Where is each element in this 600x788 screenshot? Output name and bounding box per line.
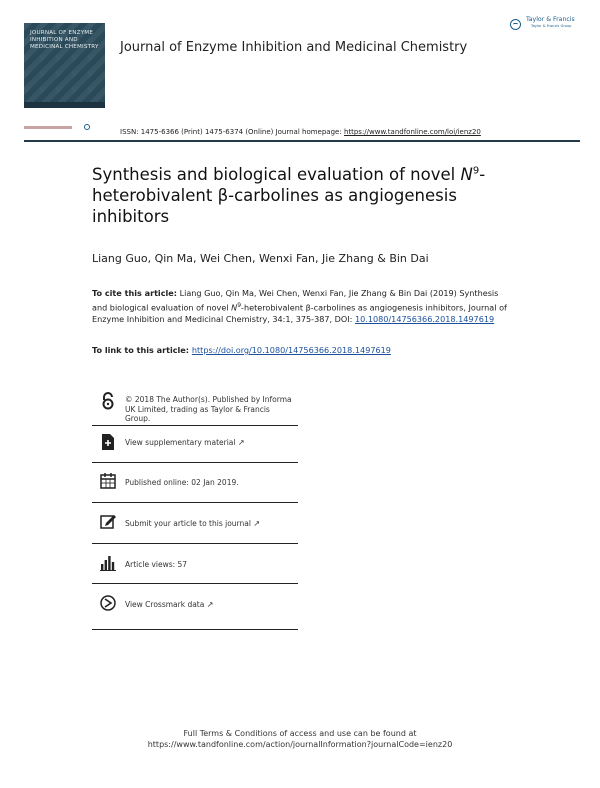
article-title-part2: -heterobivalent β-carbolines as angiogenesis inhibitors [92, 165, 486, 226]
article-link-line [92, 345, 391, 355]
view-crossmark-link[interactable] [125, 600, 297, 610]
edit-icon [100, 512, 116, 530]
publisher-logo-text: Taylor & Francis [526, 16, 575, 23]
article-title-part1: Synthesis and biological evaluation of novel [92, 165, 461, 184]
article-title-n: N [460, 165, 473, 184]
citation-block [92, 288, 512, 325]
info-divider [92, 583, 298, 584]
info-divider [92, 502, 298, 503]
calendar-icon [100, 472, 116, 490]
citation-text-sup: 9 [237, 301, 242, 309]
article-link-label: To link to this article: [92, 345, 192, 355]
citation-label: To cite this article: [92, 288, 178, 298]
submit-article-link[interactable] [125, 519, 297, 529]
external-link-icon: ↗ [206, 600, 214, 609]
authors: Liang Guo, Qin Ma, Wei Chen, Wenxi Fan, Jie Zhang & Bin Dai [92, 252, 429, 265]
publisher-logo-subtext: Taylor & Francis Group [531, 24, 572, 28]
journal-homepage-link[interactable]: https://www.tandfonline.com/loi/ienz20 [343, 128, 481, 136]
view-crossmark-label: View Crossmark data [125, 600, 205, 609]
journal-cover-title: JOURNAL OF ENZYME INHIBITION AND MEDICINAL CHEMISTRY [30, 30, 99, 50]
article-doi-url[interactable]: https://doi.org/10.1080/14756366.2018.1497619 [191, 345, 391, 355]
citation-text-part1: Liang Guo, Qin Ma, Wei Chen, Wenxi Fan, Jie Zhang & Bin Dai (2019) Synthesis and biological evaluation of novel [92, 288, 499, 313]
journal-cover-strip [24, 102, 105, 108]
info-divider [92, 543, 298, 544]
publisher-logo-icon [510, 19, 521, 30]
supplementary-document-icon [100, 433, 116, 451]
citation-text-part2: -heterobivalent β-carbolines as angiogenesis inhibitors, Journal of Enzyme Inhibition and Medicinal Chemistry, 34:1, 375-387, DOI: [92, 302, 507, 324]
footer [0, 728, 600, 750]
footer-terms-link[interactable]: https://www.tandfonline.com/action/journalInformation?journalCode=ienz20 [147, 740, 453, 749]
journal-title: Journal of Enzyme Inhibition and Medicinal Chemistry [120, 40, 468, 55]
society-logo [24, 126, 72, 129]
article-title-sup: 9 [472, 165, 480, 177]
open-access-icon [100, 392, 116, 410]
citation-doi-link[interactable]: 10.1080/14756366.2018.1497619 [354, 313, 495, 324]
header-divider [24, 140, 580, 142]
issn-line [120, 128, 481, 136]
issn-text: ISSN: 1475-6366 (Print) 1475-6374 (Online) Journal homepage: [120, 128, 344, 136]
citation-text-n: N [231, 302, 238, 313]
external-link-icon: ↗ [237, 438, 245, 447]
view-supplementary-label: View supplementary material [125, 438, 236, 447]
open-access-text: © 2018 The Author(s). Published by Informa UK Limited, trading as Taylor & Francis Group. [125, 395, 292, 424]
view-supplementary-link[interactable] [125, 438, 297, 448]
info-divider [92, 462, 298, 463]
article-title [92, 164, 492, 227]
bar-chart-icon [100, 554, 116, 572]
article-views-text: Article views: 57 [125, 560, 188, 569]
crossmark-icon [100, 594, 116, 612]
external-link-icon: ↗ [253, 519, 261, 528]
submit-article-label: Submit your article to this journal [125, 519, 251, 528]
small-publisher-logo-icon [84, 124, 90, 130]
info-divider [92, 425, 298, 426]
footer-line1: Full Terms & Conditions of access and use can be found at [183, 729, 417, 738]
info-divider [92, 629, 298, 630]
published-online-text: Published online: 02 Jan 2019. [125, 478, 239, 487]
